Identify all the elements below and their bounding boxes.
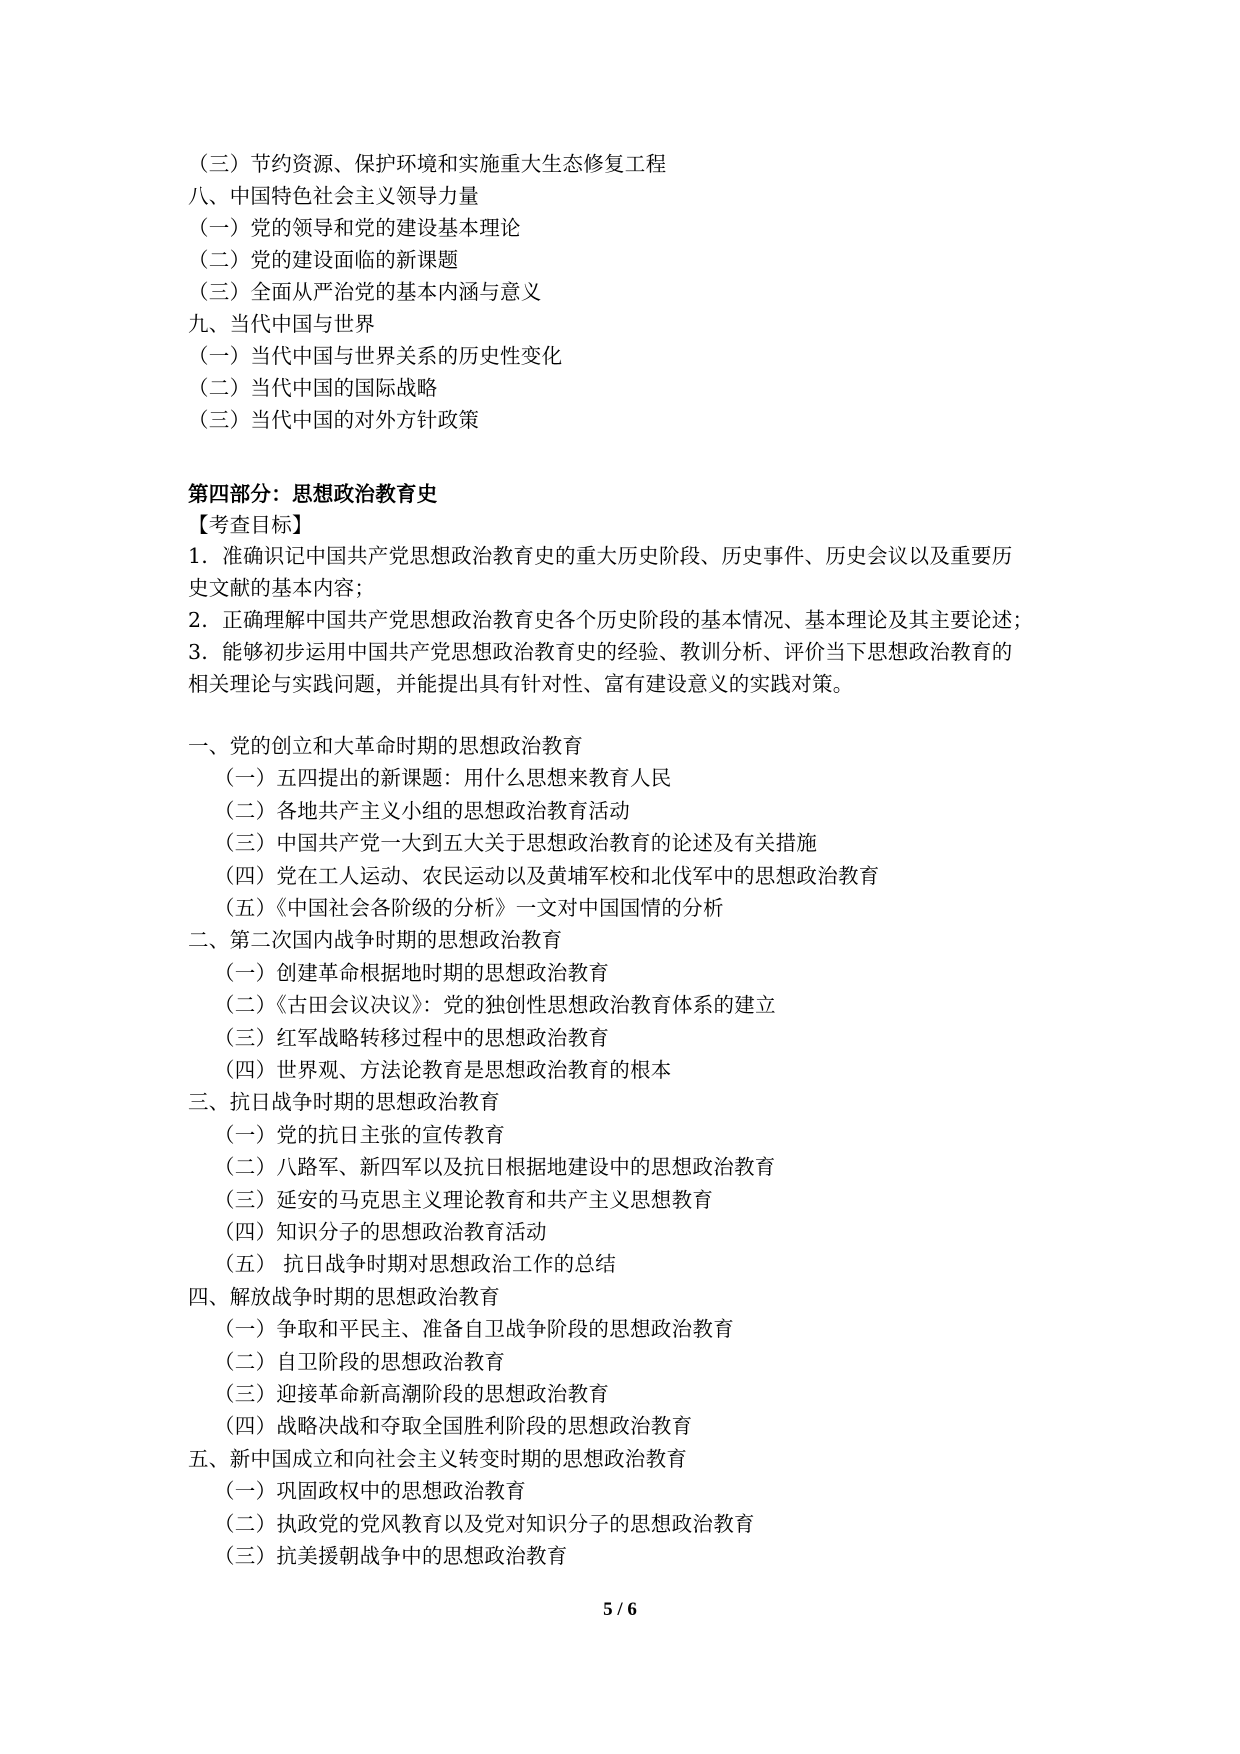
part4-heading: 第四部分：思想政治教育史 (188, 482, 438, 506)
outline-line: 九、当代中国与世界 (188, 312, 376, 336)
outline-line: （一）争取和平民主、准备自卫战争阶段的思想政治教育 (214, 1317, 734, 1342)
outline-line: （一）巩固政权中的思想政治教育 (214, 1479, 526, 1504)
objective-line: 相关理论与实践问题，并能提出具有针对性、富有建设意义的实践对策。 (188, 672, 854, 696)
outline-line: 四、解放战争时期的思想政治教育 (188, 1284, 500, 1309)
outline-line: （一）创建革命根据地时期的思想政治教育 (214, 960, 610, 985)
outline-line: （三）节约资源、保护环境和实施重大生态修复工程 (188, 152, 667, 176)
outline-line: （一）党的领导和党的建设基本理论 (188, 216, 521, 240)
objectives-title: 【考查目标】 (188, 513, 313, 537)
outline-line: （二）《古田会议决议》：党的独创性思想政治教育体系的建立 (214, 993, 776, 1018)
outline-line: （三）红军战略转移过程中的思想政治教育 (214, 1025, 610, 1050)
objective-line: 2．正确理解中国共产党思想政治教育史各个历史阶段的基本情况、基本理论及其主要论述； (188, 608, 1034, 632)
outline-line: （二）执政党的党风教育以及党对知识分子的思想政治教育 (214, 1511, 755, 1536)
objective-line: 3．能够初步运用中国共产党思想政治教育史的经验、教训分析、评价当下思想政治教育的 (188, 640, 1013, 664)
outline-line: （四）战略决战和夺取全国胜利阶段的思想政治教育 (214, 1414, 693, 1439)
objective-line: 史文献的基本内容； (188, 576, 376, 600)
outline-line: 二、第二次国内战争时期的思想政治教育 (188, 928, 563, 953)
outline-line: （五） 抗日战争时期对思想政治工作的总结 (214, 1252, 617, 1277)
objective-line: 1．准确识记中国共产党思想政治教育史的重大历史阶段、历史事件、历史会议以及重要历 (188, 544, 1013, 568)
outline-line: 三、抗日战争时期的思想政治教育 (188, 1090, 500, 1115)
outline-line: （一）党的抗日主张的宣传教育 (214, 1122, 506, 1147)
page-number: 5 / 6 (603, 1599, 637, 1620)
outline-line: （二）八路军、新四军以及抗日根据地建设中的思想政治教育 (214, 1155, 776, 1180)
outline-line: （二）各地共产主义小组的思想政治教育活动 (214, 798, 630, 823)
outline-line: （四）党在工人运动、农民运动以及黄埔军校和北伐军中的思想政治教育 (214, 863, 880, 888)
outline-line: （四）世界观、方法论教育是思想政治教育的根本 (214, 1058, 672, 1082)
outline-line: （三）当代中国的对外方针政策 (188, 408, 480, 432)
outline-line: 一、党的创立和大革命时期的思想政治教育 (188, 734, 584, 758)
outline-line: （二）党的建设面临的新课题 (188, 248, 459, 272)
outline-line: （一）五四提出的新课题：用什么思想来教育人民 (214, 766, 672, 791)
outline-line: （四）知识分子的思想政治教育活动 (214, 1220, 547, 1244)
outline-line: （三）迎接革命新高潮阶段的思想政治教育 (214, 1382, 610, 1406)
outline-line: （三）延安的马克思主义理论教育和共产主义思想教育 (214, 1187, 714, 1212)
outline-line: 八、中国特色社会主义领导力量 (188, 184, 480, 208)
outline-line: （三）抗美援朝战争中的思想政治教育 (214, 1544, 568, 1568)
outline-line: （二）自卫阶段的思想政治教育 (214, 1349, 506, 1374)
outline-line: （三）中国共产党一大到五大关于思想政治教育的论述及有关措施 (214, 831, 818, 856)
outline-line: （二）当代中国的国际战略 (188, 376, 438, 400)
outline-line: （五）《中国社会各阶级的分析》一文对中国国情的分析 (214, 896, 724, 920)
outline-line: （一）当代中国与世界关系的历史性变化 (188, 344, 563, 368)
outline-line: 五、新中国成立和向社会主义转变时期的思想政治教育 (188, 1446, 688, 1471)
outline-line: （三）全面从严治党的基本内涵与意义 (188, 280, 542, 304)
